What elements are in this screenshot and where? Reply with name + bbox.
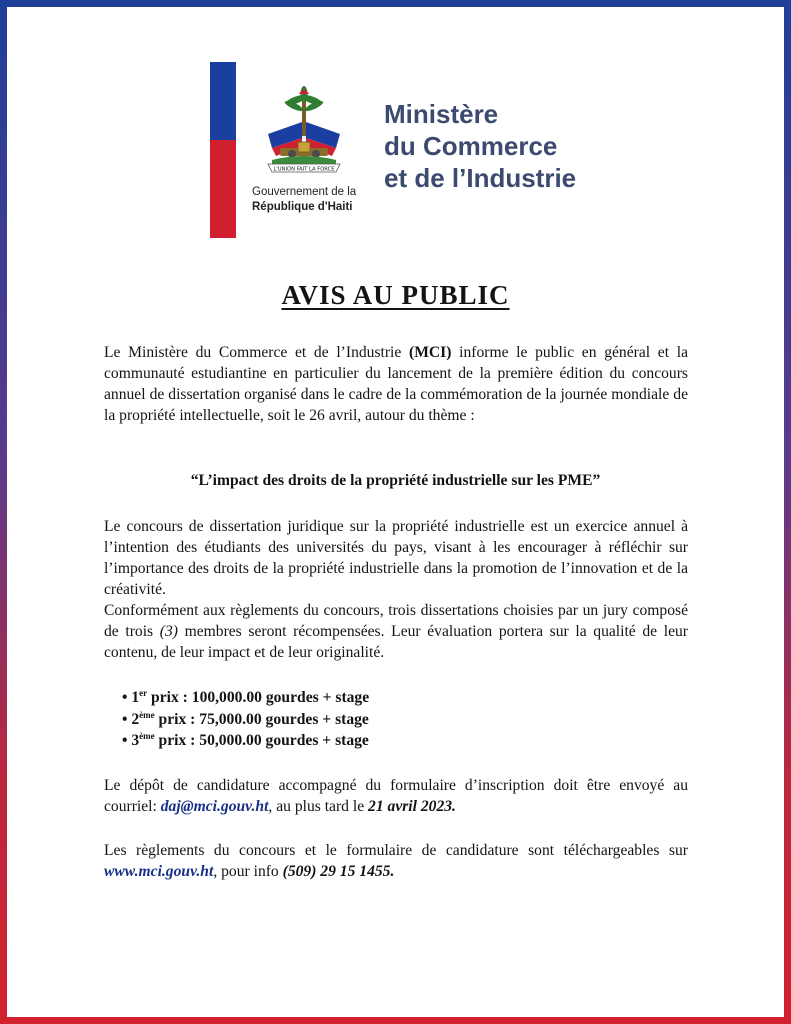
deposit-paragraph: Le dépôt de candidature accompagné du formulaire d’inscription doit être envoyé au courriel: daj@mci.gouv.ht, au plus tard le 21 avril 2023. <box>104 777 688 815</box>
website-link[interactable]: www.mci.gouv.ht <box>104 863 214 880</box>
paragraph-rules: Conformément aux règlements du concours, trois dissertations choisies par un jury composé de trois (3) membres seront récompensées. Leur évaluation portera sur la qualité de leur contenu, de leur impact et de leur originalité. <box>104 602 688 661</box>
phone-number: (509) 29 15 1455. <box>282 863 395 880</box>
rules-paragraph: Les règlements du concours et le formulaire de candidature sont téléchargeables sur www.mci.gouv.ht, pour info (509) 29 15 1455. <box>104 842 688 880</box>
prize-list <box>122 687 369 752</box>
prize-item-3: • 3ème prix : 50,000.00 gourdes + stage <box>122 731 369 749</box>
flag-red-band <box>210 140 236 238</box>
ministry-line-3: et de l’Industrie <box>384 163 577 193</box>
svg-text:L'UNION FAIT LA FORCE: L'UNION FAIT LA FORCE <box>273 166 335 173</box>
ministry-line-1: Ministère <box>384 99 499 129</box>
intro-paragraph: Le Ministère du Commerce et de l’Industrie (MCI) informe le public en général et la communauté estudiantine en particulier du lancement de la première édition du concours annuel de dissertation organisé dans le cadre de la commémoration de la journée mondiale de la propriété intellectuelle, soit le 26 avril, autour du thème : <box>104 344 688 424</box>
page-title: AVIS AU PUBLIC <box>281 280 510 310</box>
prize-item-2: • 2ème prix : 75,000.00 gourdes + stage <box>122 709 369 728</box>
contest-description <box>104 516 688 663</box>
republic-label: République d'Haiti <box>252 201 353 213</box>
mci-acronym: (MCI) <box>409 344 452 361</box>
government-label: Gouvernement de la <box>252 186 357 198</box>
prize-item-1: • 1er prix : 100,000.00 gourdes + stage <box>122 688 370 706</box>
ministry-line-2: du Commerce <box>384 131 558 161</box>
flag-bar <box>210 62 236 238</box>
ministry-name <box>384 98 576 194</box>
paragraph-description: Le concours de dissertation juridique sur la propriété industrielle est un exercice annuel à l’intention des étudiants des universités du pays, visant à les encourager à réfléchir sur l’importance des droits de la propriété industrielle dans la promotion de l’innovation et de la créativité. <box>104 518 688 598</box>
deadline-date: 21 avril 2023. <box>368 798 456 815</box>
coat-of-arms-icon <box>258 86 350 178</box>
theme-quote: “L’impact des droits de la propriété industrielle sur les PME” <box>190 472 601 489</box>
email-link[interactable]: daj@mci.gouv.ht <box>160 798 269 815</box>
flag-blue-band <box>210 62 236 140</box>
